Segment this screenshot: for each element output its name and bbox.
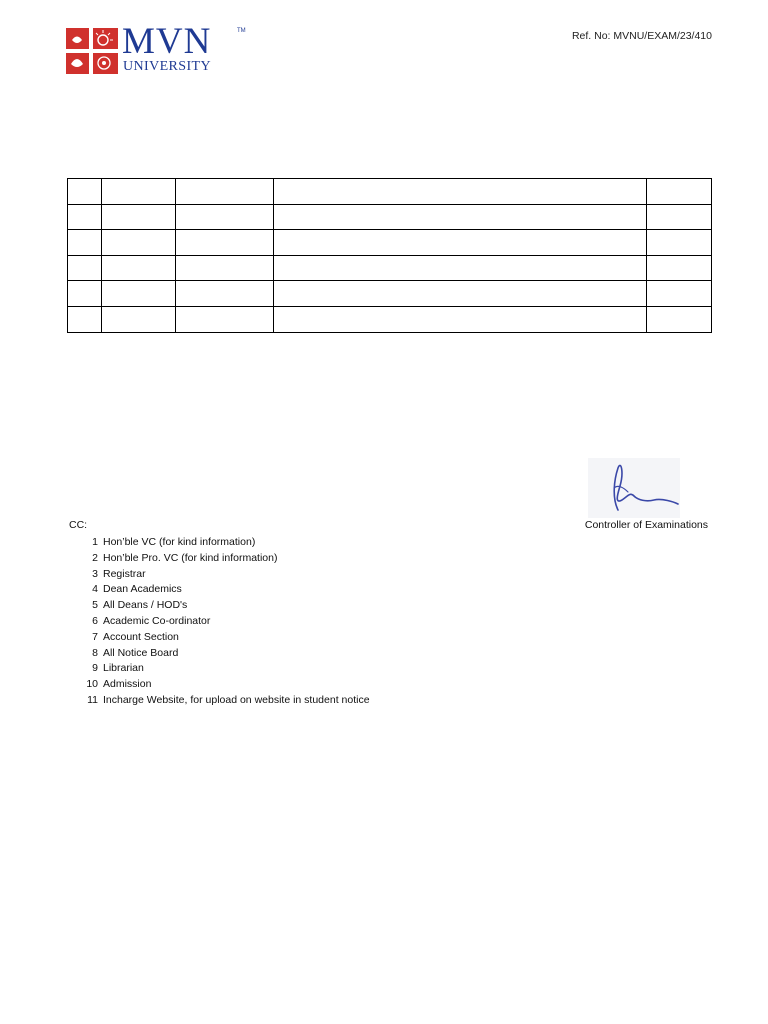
list-item <box>69 661 370 677</box>
table-cell <box>274 306 647 332</box>
list-item <box>69 693 370 709</box>
list-item-number: 3 <box>92 567 98 580</box>
list-item <box>69 535 370 551</box>
reference-number: Ref. No: MVNU/EXAM/23/410 <box>571 30 712 42</box>
table-cell <box>176 306 274 332</box>
list-item-number: 8 <box>92 646 98 659</box>
table-row <box>68 230 712 256</box>
list-item-number: 1 <box>92 536 98 548</box>
list-item-number: 2 <box>92 551 98 564</box>
signatory-title: Controller of Examinations <box>584 519 708 531</box>
list-item-number: 11 <box>87 693 98 706</box>
list-item-text: All Deans / HOD's <box>103 599 188 612</box>
table-cell <box>68 179 102 205</box>
table-row <box>68 255 712 281</box>
list-item-text: Admission <box>103 678 152 691</box>
table-cell <box>647 255 712 281</box>
list-item <box>69 677 370 693</box>
table-cell <box>274 230 647 256</box>
table-cell <box>647 281 712 307</box>
list-item-number: 4 <box>92 583 98 596</box>
table-cell <box>102 204 176 230</box>
table-cell <box>68 255 102 281</box>
table-cell <box>102 230 176 256</box>
table-cell <box>647 230 712 256</box>
list-item-text: Incharge Website, for upload on website in student notice <box>103 693 370 706</box>
list-item-number: 5 <box>92 599 98 612</box>
cc-label: CC: <box>69 519 88 531</box>
list-item-text: Academic Co-ordinator <box>103 614 211 627</box>
list-item-number: 7 <box>92 630 98 643</box>
table-cell <box>274 204 647 230</box>
table-row <box>68 306 712 332</box>
table-cell <box>647 306 712 332</box>
list-item <box>69 567 370 583</box>
list-item-number: 6 <box>92 614 98 627</box>
table-cell <box>647 204 712 230</box>
table-cell <box>274 255 647 281</box>
list-item-text: Hon’ble VC (for kind information) <box>103 536 256 548</box>
table-cell <box>102 255 176 281</box>
logo-wordmark: MVN <box>122 21 212 62</box>
table-cell <box>102 306 176 332</box>
list-item-text: Dean Academics <box>103 583 182 596</box>
list-item-number: 10 <box>86 678 98 691</box>
list-item <box>69 614 370 630</box>
list-item <box>69 630 370 646</box>
table-cell <box>102 179 176 205</box>
logo-trademark: TM <box>237 28 246 34</box>
table-cell <box>68 204 102 230</box>
table-row <box>68 281 712 307</box>
table-cell <box>176 230 274 256</box>
list-item-text: Registrar <box>103 567 146 580</box>
list-item-number: 9 <box>92 662 98 675</box>
table-cell <box>176 255 274 281</box>
university-logo <box>66 21 246 74</box>
cc-list <box>69 535 370 709</box>
list-item <box>69 582 370 598</box>
table-cell <box>274 179 647 205</box>
list-item-text: All Notice Board <box>103 646 179 659</box>
table-cell <box>176 204 274 230</box>
list-item-text: Account Section <box>103 630 179 643</box>
table-cell <box>176 281 274 307</box>
list-item <box>69 551 370 567</box>
signature-icon <box>588 458 680 518</box>
table-cell <box>176 179 274 205</box>
logo-emblem-icon <box>66 28 118 74</box>
table-cell <box>68 281 102 307</box>
table-cell <box>647 179 712 205</box>
list-item <box>69 646 370 662</box>
table-row <box>68 204 712 230</box>
table-row <box>68 179 712 205</box>
table-cell <box>274 281 647 307</box>
list-item <box>69 598 370 614</box>
list-item-text: Hon’ble Pro. VC (for kind information) <box>103 551 278 564</box>
table-cell <box>68 306 102 332</box>
data-table <box>67 178 712 333</box>
list-item-text: Librarian <box>103 662 144 675</box>
logo-subtitle: UNIVERSITY <box>123 59 211 74</box>
table-cell <box>102 281 176 307</box>
table-cell <box>68 230 102 256</box>
